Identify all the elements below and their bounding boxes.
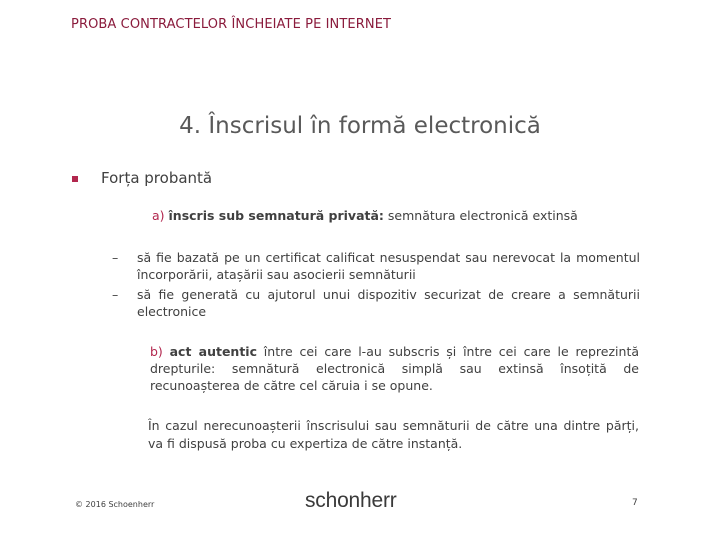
page-number: 7 [632,498,638,508]
dash-mark: – [112,250,119,265]
schonherr-logo: schonherr [305,489,397,512]
dash-item-text: să fie generată cu ajutorul unui dispozitiv securizat de creare a semnăturii electronice [137,287,640,319]
dash-item [112,286,640,320]
item-b-label: b) [150,344,170,359]
note-paragraph: În cazul nerecunoașterii înscrisului sau semnăturii de către una dintre părți, va fi dispusă proba cu expertiza de către instanță. [148,418,639,451]
dash-mark: – [112,287,119,302]
item-a-paragraph [152,208,622,223]
header-title: PROBA CONTRACTELOR ÎNCHEIATE PE INTERNET [71,17,392,32]
bullet-square-icon [72,176,78,182]
footer-copyright: © 2016 Schoenherr [75,500,155,509]
item-a-text: semnătura electronică extinsă [383,208,578,223]
dash-item-text: să fie bazată pe un certificat calificat nesuspendat sau nerevocat la momentul încorporării, atașării sau asocierii semnăturii [137,250,640,282]
item-b-bold: act autentic [169,344,257,359]
dash-item [112,249,640,283]
item-a-bold: înscris sub semnatură privată: [168,208,384,223]
item-b-text: între cei care l-au subscris și între cei care le reprezintă drepturile: semnătură electronică simplă sau extinsă însoțită de recunoașterea de către cel căruia i se opune. [150,344,640,393]
item-a-label: a) [152,208,169,223]
slide-title: 4. Înscrisul în formă electronică [179,113,541,139]
bullet-text: Forța probantă [101,169,213,187]
item-b-paragraph [150,343,639,394]
